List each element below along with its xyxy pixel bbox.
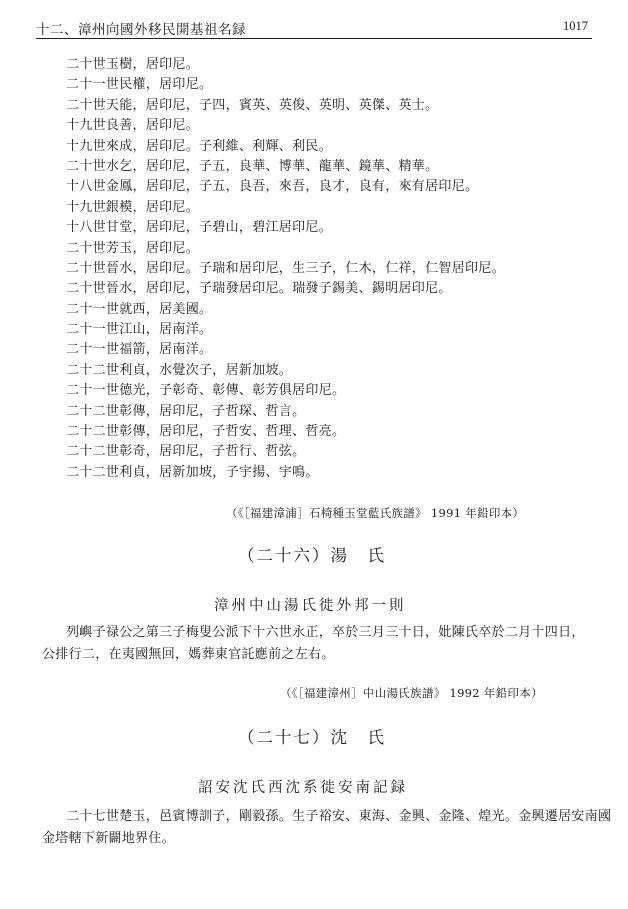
list-item: 十九世來成，居印尼。子利維、利輝、利民。: [66, 138, 333, 154]
paragraph-line: 列嶼子禄公之第三子梅叟公派下十六世永正，卒於三月三十日，妣陳氏卒於二月十四日，: [66, 625, 585, 640]
section-heading-tang: （二十六）湯 氏: [238, 546, 386, 565]
page-number: 1017: [563, 19, 588, 33]
list-item: 十八世金鳳，居印尼，子五，良吾，來吾，良才，良有，來有居印尼。: [66, 179, 479, 195]
paragraph-line: 公排行二，在夷國無回，媽葬東官託應前之左右。: [42, 647, 335, 662]
list-item: 二十二世彰傳，居印尼，子哲琛、哲言。: [66, 403, 306, 419]
list-item: 二十世芳玉，居印尼。: [66, 240, 200, 256]
list-item: 二十二世彰奇，居印尼，子哲行、哲弦。: [66, 444, 306, 460]
section-subheading-tang: 漳州中山湯氏徙外邦一則: [214, 598, 407, 614]
list-item: 二十世天能，居印尼，子四，賓英、英俊、英明、英傑、英士。: [66, 97, 439, 113]
paragraph-line: 金塔轄下新闢地界住。: [42, 831, 176, 846]
section-subheading-shen: 詔安沈氏西沈系徙安南記録: [198, 780, 408, 796]
list-item: 二十世晉水，居印尼。子瑞和居印尼，生三子，仁木，仁祥，仁智居印尼。: [66, 260, 505, 276]
list-item: 二十一世江山，居南洋。: [66, 322, 213, 338]
source-citation-tang: （《［福建漳州］中山湯氏族譜》 1992 年鉛印本）: [280, 686, 543, 700]
section-heading-shen: （二十七）沈 氏: [238, 728, 386, 747]
list-item: 十九世良善，居印尼。: [66, 118, 200, 134]
list-item: 二十世水乞，居印尼，子五，良華、博華、龍華、鏡華、精華。: [66, 158, 439, 174]
list-item: 十八世甘堂，居印尼，子碧山，碧江居印尼。: [66, 220, 333, 236]
list-item: 二十一世德光，子彰奇、彰傳、彰芳俱居印尼。: [66, 383, 346, 399]
list-item: 二十世玉樹，居印尼。: [66, 57, 200, 72]
list-item: 二十世晉水，居印尼，子瑞發居印尼。瑞發子錫美、錫明居印尼。: [66, 281, 452, 297]
section-paragraph-tang: [42, 622, 585, 666]
running-title: 十二、漳州向國外移民開基祖名録: [36, 22, 246, 38]
paragraph-line: 二十七世楚玉，邑賓博訓子，剛毅孫。生子裕安、東海、金興、金隆、煌光。金興遷居安南國: [66, 809, 612, 824]
list-item: 十九世銀模，居印尼。: [66, 199, 200, 215]
source-citation-lan: （《［福建漳浦］石椅種玉堂藍氏族譜》 1991 年鉛印本）: [226, 506, 525, 520]
list-item: 二十二世彰傳，居印尼，子哲安、哲理、哲亮。: [66, 424, 346, 440]
section-paragraph-shen: [42, 806, 612, 850]
list-item: 二十二世利貞，居新加坡，子宇揚、宇鳴。: [66, 464, 319, 480]
list-item: 二十二世利貞，水覺次子，居新加坡。: [66, 362, 293, 378]
list-item: 二十一世民權，居印尼。: [66, 77, 213, 93]
genealogy-entries: [66, 55, 586, 483]
page-header: [36, 16, 592, 39]
list-item: 二十一世就西，居美國。: [66, 301, 213, 317]
list-item: 二十一世福箭，居南洋。: [66, 342, 213, 358]
